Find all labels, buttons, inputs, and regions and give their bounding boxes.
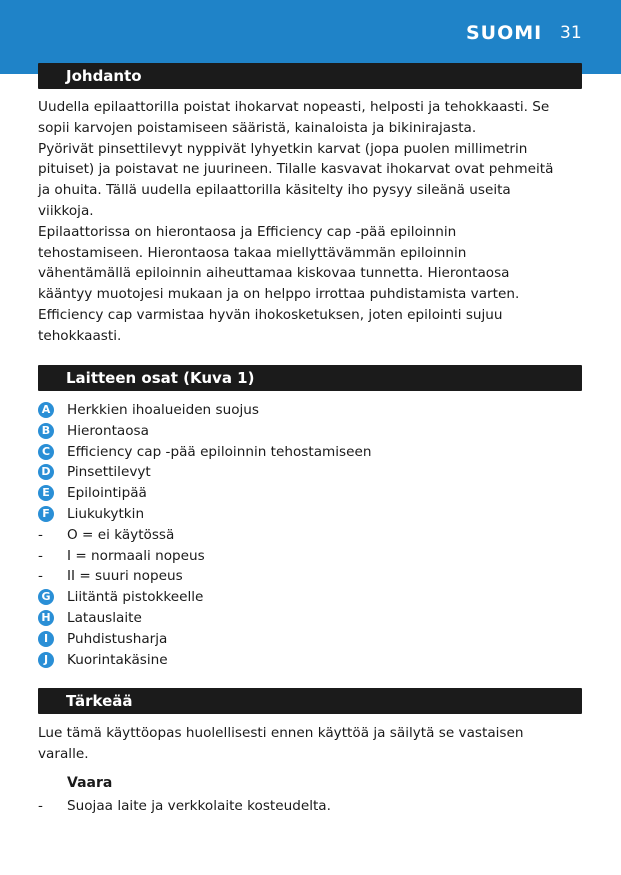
section-title: Tärkeää: [66, 692, 133, 710]
part-letter-badge: G: [38, 589, 54, 605]
warning-text: Suojaa laite ja verkkolaite kosteudelta.: [67, 798, 331, 814]
part-letter-badge: C: [38, 444, 54, 460]
text-line: Efficiency cap varmistaa hyvän ihokosketuksen, joten epilointi sujuu: [38, 306, 503, 323]
text-line: pituiset) ja poistavat ne juurineen. Tilalle kasvavat ihokarvat ovat pehmeitä: [38, 161, 554, 178]
warning-item: [38, 796, 582, 817]
text-line: Pyörivät pinsettilevyt nyppivät lyhyetkin karvat (jopa puolen millimetrin: [38, 140, 528, 157]
text-line: tehostamiseen. Hierontaosa takaa miellyttävämmän epiloinnin: [38, 244, 467, 261]
part-label: II = suuri nopeus: [67, 568, 183, 585]
language-label: SUOMI: [466, 22, 543, 44]
text-line: tehokkaasti.: [38, 327, 122, 344]
part-item: [38, 629, 582, 650]
part-item: [38, 483, 582, 504]
text-line: kääntyy muotojesi mukaan ja on helppo irrottaa puhdistamista varten.: [38, 286, 520, 303]
part-label: Kuorintakäsine: [67, 651, 168, 668]
part-label: Herkkien ihoalueiden suojus: [67, 402, 259, 418]
part-item: [38, 462, 582, 483]
warning-title: Vaara: [67, 775, 113, 791]
part-label: I = normaali nopeus: [67, 547, 205, 564]
part-item: [38, 650, 582, 671]
text-line: sopii karvojen poistamiseen sääristä, kainaloista ja bikinirajasta.: [38, 119, 477, 136]
part-label: Latauslaite: [67, 609, 142, 626]
part-label: Puhdistusharja: [67, 630, 168, 647]
part-letter-badge: A: [38, 402, 54, 418]
text-line: varalle.: [38, 745, 89, 762]
dash-marker: -: [38, 526, 43, 543]
text-line: Uudella epilaattorilla poistat ihokarvat nopeasti, helposti ja tehokkaasti. Se: [38, 99, 550, 115]
important-paragraph: [38, 723, 582, 765]
part-item: [38, 421, 582, 442]
page-number: 31: [560, 23, 582, 43]
part-item: [38, 546, 582, 567]
part-label: Efficiency cap -pää epiloinnin tehostamiseen: [67, 443, 372, 460]
part-item: [38, 525, 582, 546]
part-label: O = ei käytössä: [67, 526, 175, 543]
part-label: Hierontaosa: [67, 422, 149, 439]
text-line: Lue tämä käyttöopas huolellisesti ennen käyttöä ja säilytä se vastaisen: [38, 725, 524, 741]
section-header-parts: [38, 365, 582, 391]
part-letter-badge: F: [38, 506, 54, 522]
text-line: ja ohuita. Tällä uudella epilaattorilla käsitelty iho pysyy sileänä useita: [38, 182, 511, 199]
part-item: [38, 400, 582, 421]
part-letter-badge: D: [38, 464, 54, 480]
part-item: [38, 442, 582, 463]
part-letter-badge: J: [38, 652, 54, 668]
part-item: [38, 504, 582, 525]
section-header-intro: [38, 63, 582, 89]
part-letter-badge: B: [38, 423, 54, 439]
part-letter-badge: H: [38, 610, 54, 626]
dash-marker: -: [38, 798, 43, 814]
parts-list: [38, 400, 582, 670]
dash-marker: -: [38, 547, 43, 564]
section-title: Laitteen osat (Kuva 1): [66, 369, 255, 387]
dash-marker: -: [38, 568, 43, 585]
section-title: Johdanto: [66, 67, 142, 85]
section-header-important: [38, 688, 582, 714]
part-item: [38, 608, 582, 629]
intro-paragraph: [38, 97, 582, 347]
part-letter-badge: I: [38, 631, 54, 647]
part-item: [38, 566, 582, 587]
part-item: [38, 587, 582, 608]
text-line: Epilaattorissa on hierontaosa ja Efficiency cap -pää epiloinnin: [38, 223, 457, 240]
part-label: Liitäntä pistokkeelle: [67, 589, 204, 606]
text-line: viikkoja.: [38, 202, 94, 219]
part-letter-badge: E: [38, 485, 54, 501]
part-label: Liukukytkin: [67, 505, 145, 522]
text-line: vähentämällä epiloinnin aiheuttamaa kiskovaa tunnetta. Hierontaosa: [38, 265, 510, 282]
part-label: Pinsettilevyt: [67, 464, 151, 481]
part-label: Epilointipää: [67, 485, 147, 502]
